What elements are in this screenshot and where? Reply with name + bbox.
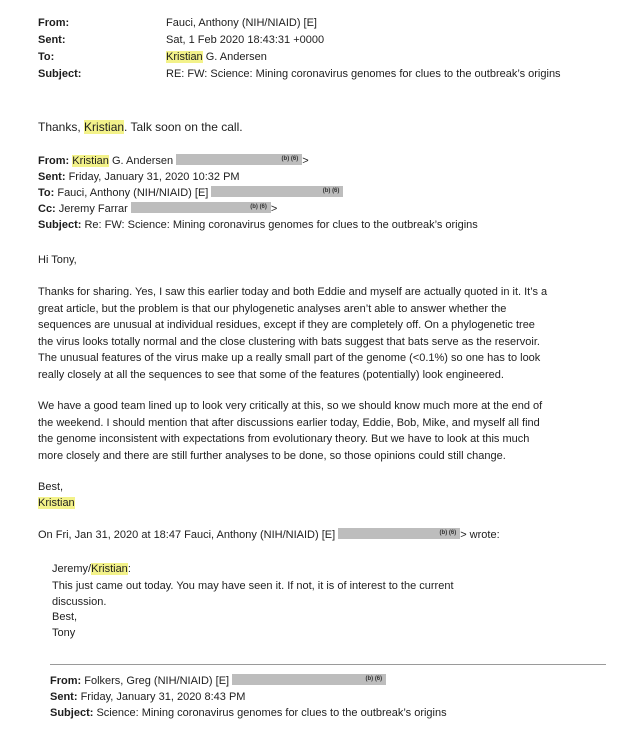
fwd2-sent-value: Friday, January 31, 2020 8:43 PM [80, 691, 246, 703]
header-from-label: From: [38, 17, 70, 29]
paragraph-line: Thanks for sharing. Yes, I saw this earlier today and both Eddie and myself are actually quoted in it. It’s a [38, 286, 548, 298]
divider [50, 664, 606, 665]
quoted-line: Best, [52, 611, 78, 623]
redaction-code: (b) (6) [322, 188, 340, 194]
header-to-row [38, 50, 267, 64]
header-sent-label: Sent: [38, 34, 66, 46]
fwd1-to-label: To: [38, 187, 58, 199]
fwd1-from-row [38, 154, 309, 168]
highlighted-name: Kristian [84, 120, 125, 134]
fwd2-subject-label: Subject: [50, 707, 97, 719]
paragraph-line: the weekend. I should mention that after discussions earlier today, Eddie, Bob, Mike, and myself all find [38, 416, 540, 429]
header-to-value [166, 50, 267, 64]
fwd1-from-name: G. Andersen [108, 155, 174, 167]
header-sent-row [38, 33, 324, 47]
quoted-line: This just came out today. You may have seen it. If not, it is of interest to the current [52, 580, 454, 592]
fwd1-subject-label: Subject: [38, 219, 85, 231]
fwd2-from-value: Folkers, Greg (NIH/NIAID) [E] [84, 675, 230, 687]
fwd1-sent-label: Sent: [38, 171, 69, 183]
fwd1-cc-value: Jeremy Farrar [58, 203, 128, 215]
header-subject-row [38, 67, 561, 81]
highlighted-name: Kristian [72, 155, 109, 167]
redaction-bar [131, 202, 271, 213]
body-paragraph-2 [38, 398, 604, 464]
header-from-row [38, 16, 317, 30]
fwd2-subject-value: Science: Mining coronavirus genomes for clues to the outbreak’s origins [96, 707, 447, 719]
quoted-line: Tony [52, 626, 76, 639]
reply-thanks-pre: Thanks, [38, 120, 85, 134]
fwd2-subject-row [50, 706, 447, 720]
redaction-code: (b) (6) [365, 676, 383, 682]
paragraph-line: We have a good team lined up to look very critically at this, so we should know much more at the end of [38, 400, 543, 412]
header-subject-label: Subject: [38, 68, 82, 80]
fwd1-cc-label: Cc: [38, 203, 59, 215]
redaction-bar [232, 674, 386, 685]
fwd1-to-value: Fauci, Anthony (NIH/NIAID) [E] [57, 187, 209, 199]
quoted-line: discussion. [52, 595, 107, 608]
fwd1-sent-row [38, 170, 240, 184]
header-from-value: Fauci, Anthony (NIH/NIAID) [E] [166, 17, 317, 29]
greeting: Hi Tony, [38, 254, 77, 266]
redaction-code: (b) (6) [281, 156, 299, 162]
paragraph-line: more closely and there are still further analyses to be done, so those opinions could still change. [38, 449, 506, 462]
quoted-body [52, 579, 454, 641]
paragraph-line: The unusual features of the virus make up a really small part of the genome (<0.1%) so one has to look [38, 352, 541, 364]
quoted-on-post: > wrote: [460, 529, 500, 541]
header-sent-value: Sat, 1 Feb 2020 18:43:31 +0000 [166, 34, 325, 46]
header-subject-value: RE: FW: Science: Mining coronavirus genomes for clues to the outbreak’s origins [166, 68, 561, 80]
fwd2-from-row [50, 674, 386, 688]
fwd1-subject-row [38, 218, 478, 232]
fwd1-cc-row [38, 202, 277, 216]
quoted-salut-pre: Jeremy/ [52, 563, 92, 575]
paragraph-line: really closely at all the sequences to see that some of the features (potentially) look engineered. [38, 368, 504, 381]
paragraph-line: sequences are unusual at individual residues, except if they are completely off. On a phylogenetic tree [38, 319, 535, 331]
body-paragraph-1 [38, 284, 604, 383]
fwd1-to-row [38, 186, 343, 200]
quoted-salut-post: : [127, 563, 131, 575]
fwd2-sent-label: Sent: [50, 691, 81, 703]
quoted-on-pre: On Fri, Jan 31, 2020 at 18:47 Fauci, Anthony (NIH/NIAID) [E] [38, 529, 336, 541]
paragraph-line: great article, but the problem is that our phylogenetic analyses aren’t able to answer whether the [38, 302, 507, 315]
fwd1-subject-value: Re: FW: Science: Mining coronavirus genomes for clues to the outbreak’s origins [84, 219, 478, 231]
redaction-bar [338, 528, 460, 539]
reply-line [38, 120, 243, 134]
fwd1-from-label: From: [38, 155, 73, 167]
fwd2-from-label: From: [50, 675, 85, 687]
redaction-bar [176, 154, 302, 165]
highlighted-name: Kristian [38, 497, 75, 509]
quoted-salutation [52, 562, 131, 576]
header-to-label: To: [38, 51, 55, 63]
fwd1-cc-tail: > [270, 203, 278, 215]
signature-best: Best, [38, 481, 64, 493]
redaction-code: (b) (6) [439, 530, 457, 536]
signature-name [38, 496, 75, 510]
paragraph-line: the virus looks totally normal and the close clustering with bats suggest that bats serve as the reservoir. [38, 335, 540, 348]
highlighted-name: Kristian [91, 563, 128, 575]
paragraph-line: the genome inconsistent with expectations from evolutionary theory. But we have to look at this much [38, 433, 530, 445]
fwd1-sent-value: Friday, January 31, 2020 10:32 PM [68, 171, 240, 183]
redaction-bar [211, 186, 343, 197]
highlighted-name: Kristian [166, 51, 203, 63]
header-to-rest: G. Andersen [202, 51, 267, 63]
fwd2-sent-row [50, 690, 245, 704]
redaction-code: (b) (6) [250, 204, 267, 210]
quoted-on-line [38, 528, 500, 542]
reply-thanks-post: . Talk soon on the call. [124, 120, 243, 134]
fwd1-from-tail: > [302, 155, 309, 167]
